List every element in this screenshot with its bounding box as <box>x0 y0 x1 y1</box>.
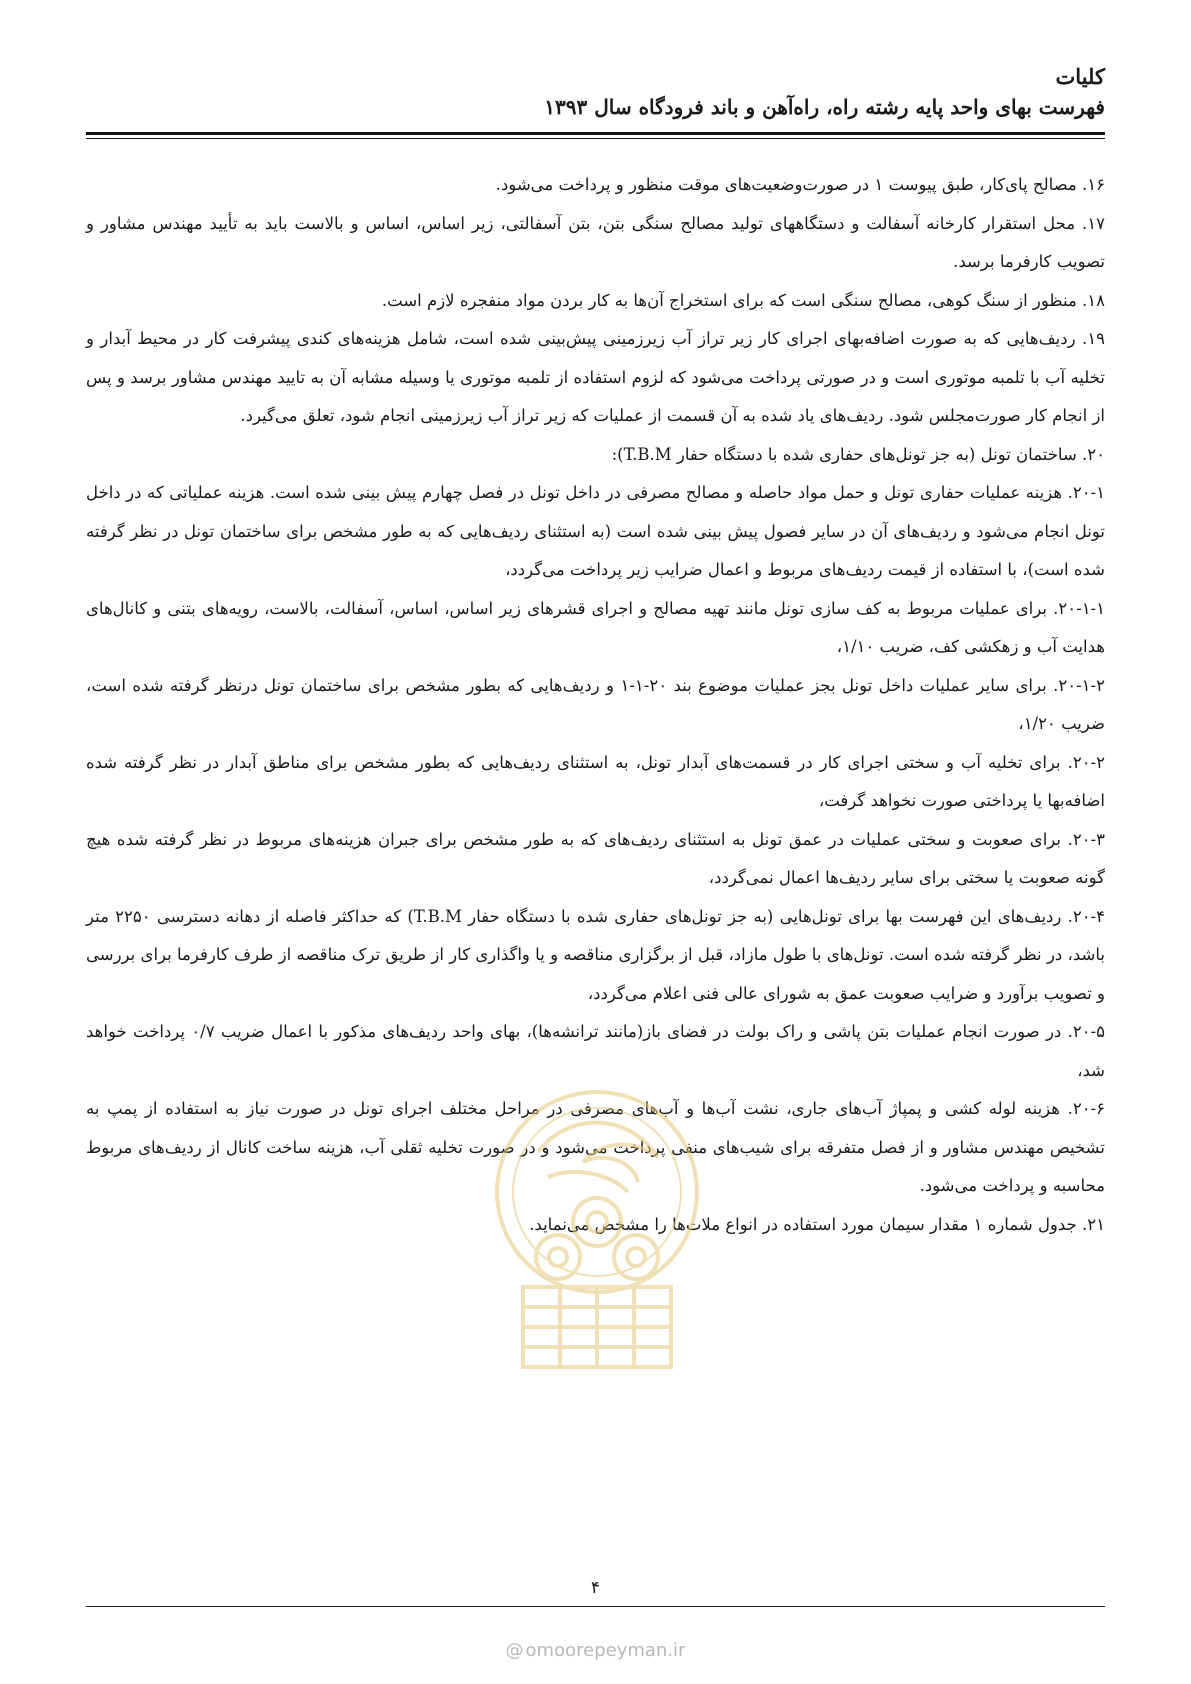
paragraph-20-1-1: ۲۰-۱-۱. برای عملیات مربوط به کف سازی تونل مانند تهیه مصالح و اجرای قشرهای زیر اساس، اساس، آسفالت، بالاست، رویه‌های بتنی و کانال‌های هدایت آب و زهکشی کف، ضریب ۱/۱۰، <box>86 598 1105 656</box>
paragraph-18: ۱۸. منظور از سنگ کوهی، مصالح سنگی است که برای استخراج آن‌ها به کار بردن مواد منفجره لازم است. <box>381 290 1105 310</box>
section-title: کلیات <box>1055 64 1105 89</box>
paragraph-20-2: ۲۰-۲. برای تخلیه آب و سختی اجرای کار در قسمت‌های آبدار تونل، به استثنای ردیف‌هایی که بطور مشخص برای مناطق آبدار در نظر گرفته شده اضافه‌بها یا پرداختی صورت نخواهد گرفت، <box>86 752 1105 810</box>
document-title: فهرست بهای واحد پایه رشته راه، راه‌آهن و باند فرودگاه سال ۱۳۹۳ <box>544 95 1105 119</box>
header-rule-thick <box>86 132 1105 135</box>
paragraph-20-1: ۲۰-۱. هزینه عملیات حفاری تونل و حمل مواد حاصله و مصالح مصرفی در داخل تونل در فصل چهارم پیش بینی شده است. هزینه عملیاتی که در داخل تونل انجام می‌شود و ردیف‌های آن در سایر فصول پیش بینی شده است (به استثنای ردیف‌هایی که به طور مشخص برای ساختمان تونل در نظر گرفته شده است)، با استفاده از قیمت ردیف‌های مربوط و اعمال ضرایب زیر پرداخت می‌گردد، <box>86 483 1105 579</box>
site-url-text: omoorepeyman.ir <box>525 1640 686 1661</box>
paragraph-16: ۱۶. مصالح پای‌کار، طبق پیوست ۱ در صورت‌وضعیت‌های موقت منظور و پرداخت می‌شود. <box>495 175 1105 194</box>
paragraph-20-6: ۲۰-۶. هزینه لوله کشی و پمپاژ آب‌های جاری، نشت آب‌ها و آب‌های مصرفی در مراحل مختلف اجرای تونل در صورت نیاز به استفاده از پمپ به تشخیص مهندس مشاور و از فصل متفرقه برای شیب‌های منفی پرداخت می‌شود و در صورت تخلیه ثقلی آب، هزینه ساخت کانال از ردیف‌های مربوط محاسبه و پرداخت می‌شود. <box>86 1099 1105 1195</box>
paragraph-19: ۱۹. ردیف‌هایی که به صورت اضافه‌بهای اجرای کار زیر تراز آب زیرزمینی پیش‌بینی شده است، شامل هزینه‌های کندی پیشرفت کار در محیط آبدار و تخلیه آب با تلمبه موتوری است و در صورتی پرداخت می‌شود که لزوم استفاده از تلمبه موتوری یا وسیله مشابه آن به تایید مهندس مشاور برسد و پس از انجام کار صورت‌مجلس شود. ردیف‌های یاد شده به آن قسمت از عملیات که زیر تراز آب زیرزمینی انجام شود، تعلق می‌گیرد. <box>86 329 1105 425</box>
paragraph-21: ۲۱. جدول شماره ۱ مقدار سیمان مورد استفاده در انواع ملات‌ها را مشخص می‌نماید. <box>529 1214 1105 1234</box>
header-rule-thin <box>86 138 1105 139</box>
paragraph-20-3: ۲۰-۳. برای صعوبت و سختی عملیات در عمق تونل به استثنای ردیف‌های که به طور مشخص برای جبران هزینه‌های مربوط در نظر گرفته شده هیچ گونه صعوبت یا سختی برای سایر ردیف‌ها اعمال نمی‌گردد، <box>86 829 1105 887</box>
paragraph-20: ۲۰. ساختمان تونل (به جز تونل‌های حفاری شده با دستگاه حفار T.B.M): <box>611 444 1105 464</box>
paragraph-20-5: ۲۰-۵. در صورت انجام عملیات بتن پاشی و راک بولت در فضای باز(مانند ترانشه‌ها)، بهای واحد ردیف‌های مذکور با اعمال ضریب ۰/۷ پرداخت خواهد شد، <box>86 1022 1105 1080</box>
watermark-logo <box>488 1082 706 1382</box>
site-url[interactable] <box>0 1640 1191 1661</box>
paragraph-20-4: ۲۰-۴. ردیف‌های این فهرست بها برای تونل‌هایی (به جز تونل‌های حفاری شده با دستگاه حفار T.B.M) که حداکثر فاصله از دهانه دسترسی ۲۲۵۰ متر باشد، در نظر گرفته شده است. تونل‌های با طول مازاد، قبل از برگزاری مناقصه و یا واگذاری کار از طریق ترک مناقصه از طرف کارفرما برای بررسی و تصویب برآورد و ضرایب صعوبت عمق به شورای عالی فنی اعلام می‌گردد، <box>86 906 1105 1003</box>
page-number: ۴ <box>590 1578 601 1598</box>
page-header <box>86 62 1105 122</box>
at-sign-icon: @ <box>505 1640 524 1661</box>
paragraph-20-1-2: ۲۰-۱-۲. برای سایر عملیات داخل تونل بجز عملیات موضوع بند ۲۰-۱-۱ و ردیف‌هایی که بطور مشخص برای ساختمان تونل درنظر گرفته شده است، ضریب ۱/۲۰، <box>86 675 1105 733</box>
paragraph-17: ۱۷. محل استقرار کارخانه آسفالت و دستگاههای تولید مصالح سنگی بتن، بتن آسفالتی، زیر اساس، اساس و بالاست باید به تأیید مهندس مشاور و تصویب کارفرما برسد. <box>86 213 1105 271</box>
footer-rule <box>86 1606 1105 1607</box>
